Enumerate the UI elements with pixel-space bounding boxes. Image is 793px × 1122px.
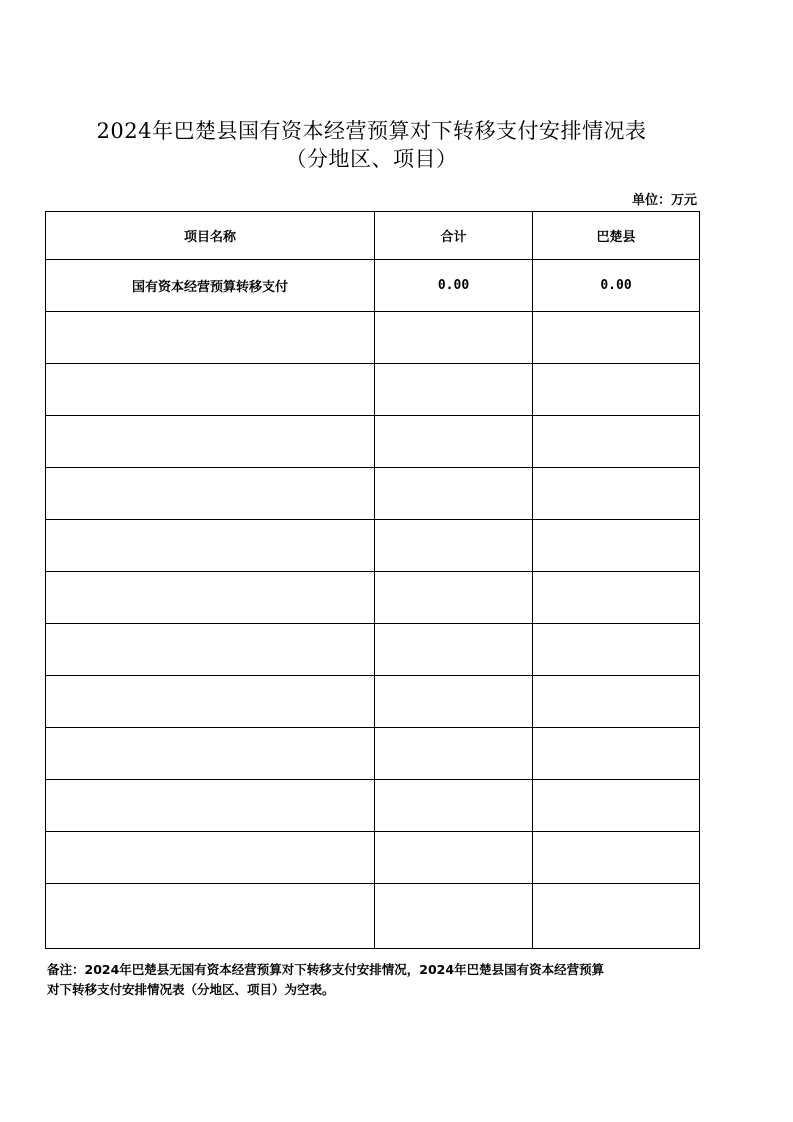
bachu-county-cell [533, 624, 700, 676]
remarks-line-2: 对下转移支付安排情况表（分地区、项目）为空表。 [47, 982, 335, 997]
item-name-cell [46, 832, 375, 884]
bachu-county-cell [533, 676, 700, 728]
total-cell [375, 884, 533, 949]
unit-label: 单位：万元 [631, 193, 697, 208]
total-cell [375, 728, 533, 780]
total-cell [375, 468, 533, 520]
table-row [46, 780, 700, 832]
bachu-county-cell [533, 572, 700, 624]
table-row [46, 364, 700, 416]
table-row [46, 624, 700, 676]
bachu-county-cell [533, 832, 700, 884]
column-header-total: 合计 [375, 212, 533, 260]
table-row [46, 468, 700, 520]
bachu-county-cell [533, 364, 700, 416]
total-cell [375, 572, 533, 624]
table-row [46, 520, 700, 572]
table-header-row [46, 212, 700, 260]
bachu-county-cell [533, 468, 700, 520]
item-name-cell [46, 416, 375, 468]
table-row [46, 416, 700, 468]
item-name-cell [46, 312, 375, 364]
total-cell [375, 780, 533, 832]
table-row [46, 832, 700, 884]
item-name-cell [46, 468, 375, 520]
column-header-bachu-county: 巴楚县 [533, 212, 700, 260]
item-name-cell [46, 572, 375, 624]
bachu-county-cell [533, 520, 700, 572]
bachu-county-cell [533, 728, 700, 780]
remarks-note [47, 960, 707, 1000]
total-cell [375, 416, 533, 468]
total-cell [375, 364, 533, 416]
document-subtitle: （分地区、项目） [285, 147, 458, 171]
remarks-line-1: 备注：2024年巴楚县无国有资本经营预算对下转移支付安排情况，2024年巴楚县国有资本经营预算 [47, 962, 605, 977]
bachu-county-cell [533, 884, 700, 949]
total-cell [375, 676, 533, 728]
table-row [46, 312, 700, 364]
item-name-cell [46, 728, 375, 780]
table-row [46, 260, 700, 312]
transfer-payment-table [45, 211, 700, 949]
item-name-cell [46, 884, 375, 949]
table-row [46, 884, 700, 949]
total-cell [375, 312, 533, 364]
total-cell [375, 624, 533, 676]
item-name-cell [46, 624, 375, 676]
total-cell [375, 520, 533, 572]
bachu-county-cell: 0.00 [533, 260, 700, 312]
total-cell [375, 832, 533, 884]
table-row [46, 572, 700, 624]
item-name-cell [46, 676, 375, 728]
table-row [46, 728, 700, 780]
item-name-cell: 国有资本经营预算转移支付 [46, 260, 375, 312]
bachu-county-cell [533, 312, 700, 364]
table-row [46, 676, 700, 728]
total-cell: 0.00 [375, 260, 533, 312]
bachu-county-cell [533, 416, 700, 468]
item-name-cell [46, 364, 375, 416]
document-title: 2024年巴楚县国有资本经营预算对下转移支付安排情况表 [96, 119, 647, 143]
column-header-item-name: 项目名称 [46, 212, 375, 260]
bachu-county-cell [533, 780, 700, 832]
item-name-cell [46, 780, 375, 832]
item-name-cell [46, 520, 375, 572]
